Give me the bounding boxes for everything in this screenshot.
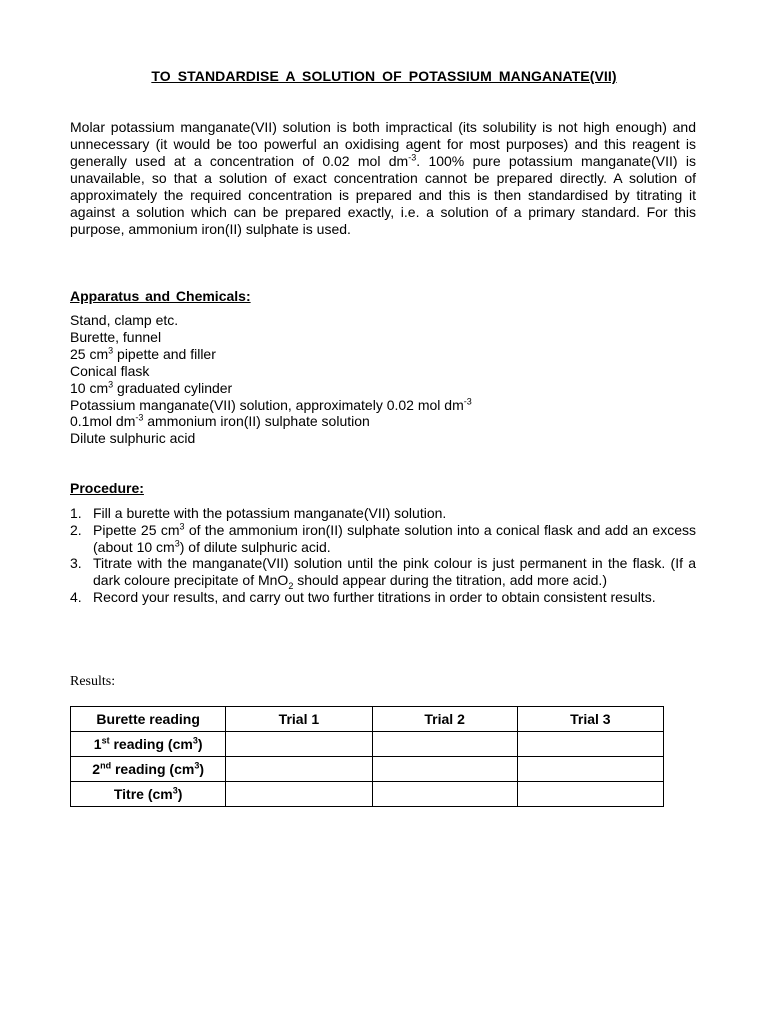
table-header-row [71,707,664,732]
step-number: 2. [70,521,82,538]
procedure-steps [70,505,696,606]
step-text: Titrate with the manganate(VII) solution until the pink colour is just permanent in the flask. (If a dark coloure precipitate of MnO$_2$ should appear during the titration, add more acid.) [93,555,696,591]
step-number: 4. [70,588,82,605]
results-label: Results: [70,674,116,689]
step-text: Fill a burette with the potassium manganate(VII) solution. [93,505,447,521]
procedure-step [70,589,696,606]
apparatus-item: Dilute sulphuric acid [70,430,196,447]
apparatus-item: Potassium manganate(VII) solution, approximately 0.02 mol $dm^{-3}$ [70,395,472,413]
table-row [71,782,664,807]
empty-cell[interactable] [517,732,663,757]
step-text: Pipette 25 $cm^3$ of the ammonium iron(II) sulphate solution into a conical flask and add an excess (about 10 $cm^3$) of dilute sulphuric acid. [93,521,696,555]
empty-cell[interactable] [372,732,517,757]
procedure-step [70,522,696,556]
empty-cell[interactable] [226,757,372,782]
table-header-cell: Trial 1 [226,707,372,732]
empty-cell[interactable] [226,732,372,757]
table-row [71,757,664,782]
row-label: Titre $(cm^3)$ [71,782,226,807]
page-title: TO STANDARDISE A SOLUTION OF POTASSIUM MANGANATE(VII) [151,68,617,84]
step-number: 1. [70,505,82,521]
apparatus-item: 10 $cm^3$ graduated cylinder [70,378,233,396]
apparatus-item: Stand, clamp etc. [70,312,179,328]
empty-cell[interactable] [372,757,517,782]
empty-cell[interactable] [517,757,663,782]
table-header-cell: Trial 2 [372,707,517,732]
row-label: 2nd reading $(cm^3)$ [71,757,226,782]
apparatus-item: Conical flask [70,362,150,379]
intro-superscript: -3 [408,152,417,163]
step-number: 3. [70,555,82,572]
intro-paragraph [70,119,696,238]
table-row [71,732,664,757]
apparatus-list [70,312,472,447]
empty-cell[interactable] [372,782,517,807]
empty-cell[interactable] [517,782,663,807]
empty-cell[interactable] [226,782,372,807]
intro-text-2: . 100% pure potassium manganate(VII) is unavailable, so that a solution of exact concentration cannot be prepared directly. A solution of approximately the required concentration is prepared and this is then standardised by titrating it against a solution which can be prepared exactly, i.e. a solution of a primary standard. For this purpose, ammonium iron(II) sulphate is used. [70,153,696,237]
row-label: 1st reading $(cm^3)$ [71,732,226,757]
step-text: Record your results, and carry out two further titrations in order to obtain consistent results. [93,588,656,605]
apparatus-item: 0.1mol $dm^{-3}$ ammonium iron(II) sulphate solution [70,412,370,430]
procedure-step [70,555,696,589]
apparatus-heading: Apparatus and Chemicals: [70,288,251,304]
intro-text-1: Molar potassium manganate(VII) solution is both impractical (its solubility is not high enough) and unnecessary (it would be too powerful an oxidising agent for most purposes) and this reagent is generally used at a concentration of 0.02 mol dm [70,119,696,169]
procedure-heading: Procedure: [70,480,144,496]
apparatus-item: 25 $cm^3$ pipette and filler [70,345,216,362]
table-header-cell: Burette reading [71,707,226,732]
results-table [70,706,664,807]
procedure-step [70,505,696,522]
apparatus-item: Burette, funnel [70,328,162,345]
table-header-cell: Trial 3 [517,707,663,732]
